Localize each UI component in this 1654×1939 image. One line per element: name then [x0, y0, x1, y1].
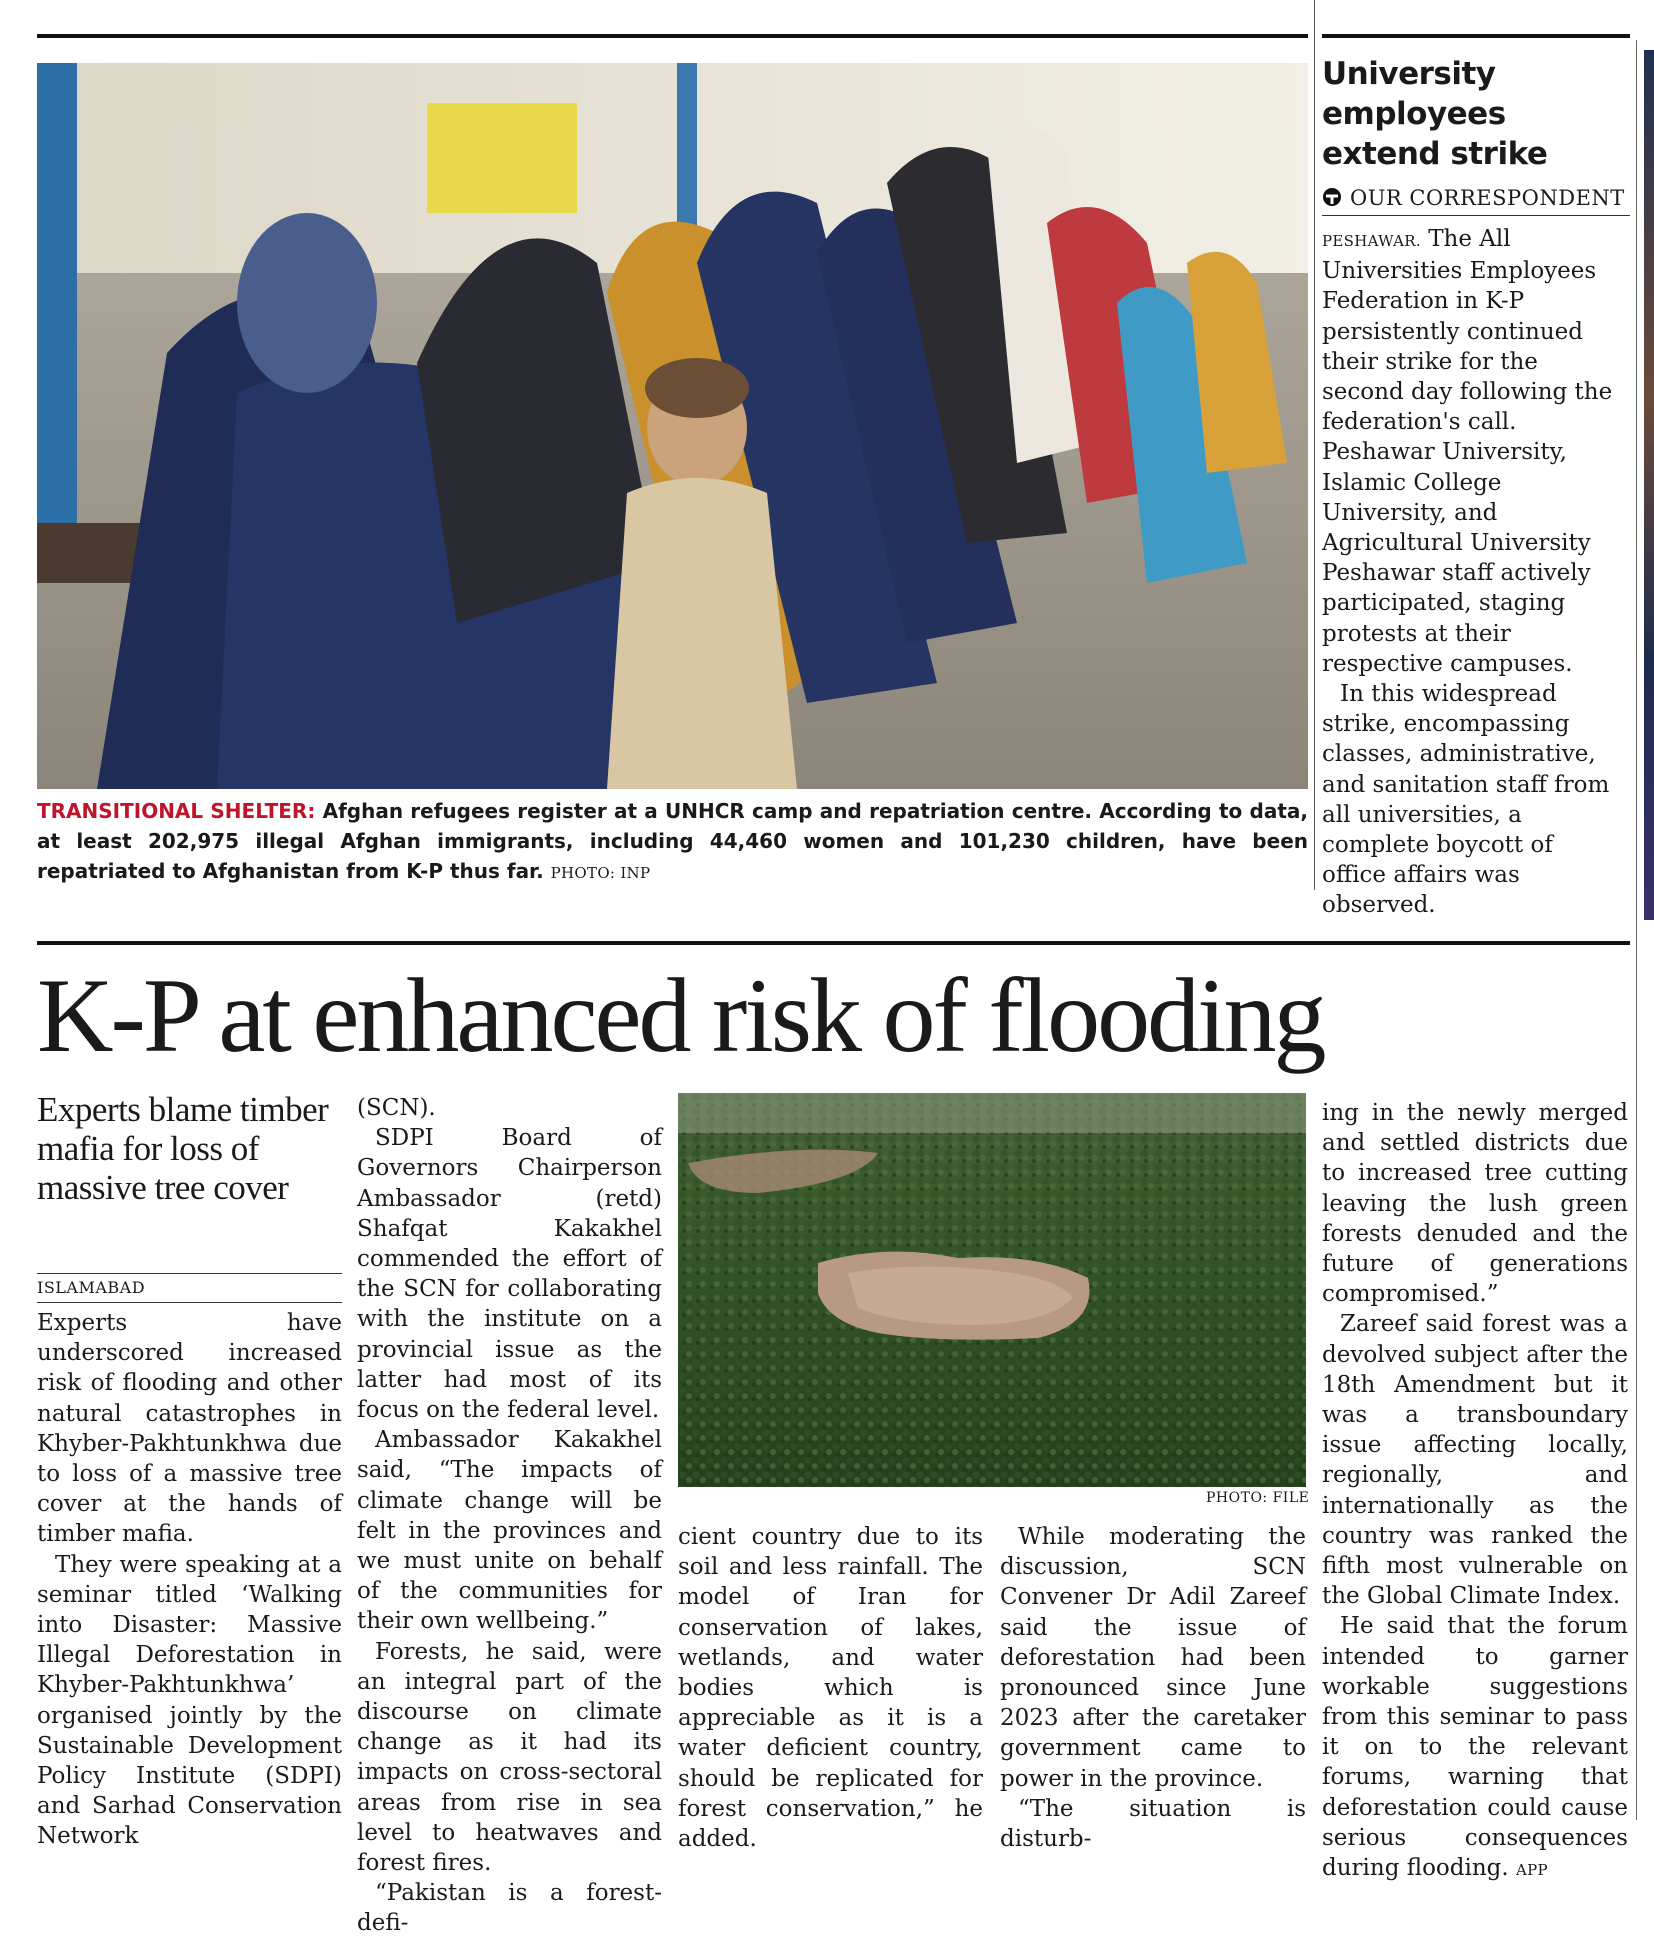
flood-end-credit: APP [1516, 1861, 1548, 1880]
refugee-photo-caption [37, 796, 1308, 888]
col5-paragraph-3 [1322, 1611, 1628, 1885]
forest-photo [678, 1093, 1306, 1487]
right-edge-rule [1636, 40, 1637, 1820]
flood-deck: Experts blame timber mafia for loss of massive tree cover [37, 1090, 329, 1207]
col1-paragraph-2: They were speaking at a seminar titled ‘Walking into Disaster: Massive Illegal Deforestation in Khyber-Pakhtunkhwa’ organised jointly by the Sustainable Development Policy Institute (SDPI) and Sarhad Conservation Network [37, 1551, 342, 1850]
flood-col-5 [1322, 1098, 1628, 1885]
flood-headline: K-P at enhanced risk of flooding [37, 957, 1324, 1074]
col4-paragraph-2: “The situation is disturb- [1000, 1795, 1306, 1853]
col1-paragraph-1: Experts have underscored increased risk of flooding and other natural catastrophes in Khyber-Pakhtunkhwa due to loss of a massive tree cover at the hands of timber mafia. [37, 1310, 342, 1548]
flood-col-2 [357, 1093, 662, 1939]
flood-top-rule [37, 941, 1630, 945]
flood-dateline: ISLAMABAD [37, 1278, 146, 1297]
caption-text: Afghan refugees register at a UNHCR camp and repatriation centre. According to data, at least 202,975 illegal Afghan immigrants, including 44,460 women and 101,230 children, have been repatriated to Afghanistan from K-P thus far. [37, 799, 1308, 883]
strike-paragraph-1 [1322, 224, 1617, 679]
col5-paragraph-3-text: He said that the forum intended to garner workable suggestions from this seminar to pass it on to the relevant forums, warning that deforestation could cause serious consequences during flooding. [1322, 1613, 1628, 1882]
col2-paragraph-5: “Pakistan is a forest-defi- [357, 1880, 662, 1937]
top-rule-left [37, 34, 1308, 38]
flood-col-4 [1000, 1522, 1306, 1854]
caption-label: TRANSITIONAL SHELTER: [37, 799, 316, 823]
adjacent-page-sliver [1644, 50, 1654, 920]
column-divider [1314, 0, 1315, 890]
dateline-rule-bottom [37, 1302, 342, 1303]
dateline-rule-top [37, 1273, 342, 1274]
strike-dateline: PESHAWAR. [1322, 232, 1421, 250]
correspondent-icon [1322, 187, 1342, 207]
strike-paragraph-2: In this widespread strike, encompassing classes, administrative, and sanitation staff from all universities, a complete boycott of office affairs was observed. [1322, 681, 1610, 919]
col5-paragraph-1: ing in the newly merged and settled districts due to increased tree cutting leaving the lush green forests denuded and the future of generations compromised.” [1322, 1100, 1628, 1308]
col2-paragraph-1: (SCN). [357, 1095, 436, 1121]
strike-byline-text: OUR CORRESPONDENT [1350, 186, 1625, 210]
strike-paragraph-1-text: The All Universities Employees Federation in K-P persistently continued their strike for the second day following the federation's call. Peshawar University, Islamic College University, and Agricultural University Peshawar staff actively participated, staging protests at their respective campuses. [1322, 226, 1613, 677]
forest-photo-credit: PHOTO: FILE [1206, 1490, 1310, 1506]
col3-paragraph-1: cient country due to its soil and less rainfall. The model of Iran for conservation of lakes, wetlands, and water bodies which is appreciable as it is a water deficient country, should be replicated for forest conservation,” he added. [678, 1524, 983, 1853]
strike-byline [1322, 186, 1632, 210]
caption-credit: PHOTO: INP [550, 864, 651, 882]
col2-paragraph-4: Forests, he said, were an integral part of the discourse on climate change as it had its impacts on cross-sectoral areas from rise in sea level to heatwaves and forest fires. [357, 1638, 662, 1877]
refugee-photo [37, 63, 1308, 789]
flood-col-3 [678, 1522, 983, 1854]
col5-paragraph-2: Zareef said forest was a devolved subject after the 18th Amendment but it was a transboundary issue affecting locally, regionally, and internationally as the country was ranked the fifth most vulnerable on the Global Climate Index. [1322, 1311, 1628, 1610]
top-rule-right [1322, 34, 1630, 38]
strike-body [1322, 224, 1617, 921]
col4-paragraph-1: While moderating the discussion, SCN Convener Dr Adil Zareef said the issue of deforestation had been pronounced since June 2023 after the caretaker government came to power in the province. [1000, 1524, 1306, 1792]
byline-rule [1322, 215, 1630, 216]
col2-paragraph-2: SDPI Board of Governors Chairperson Ambassador (retd) Shafqat Kakakhel commended the effort of the SCN for collaborating with the institute on a provincial issue as the latter had most of its focus on the federal level. [357, 1125, 662, 1424]
col2-paragraph-3: Ambassador Kakakhel said, “The impacts of climate change will be felt in the provinces and we must unite on behalf of the communities for their own wellbeing.” [357, 1427, 662, 1635]
flood-col-1 [37, 1308, 342, 1852]
strike-headline: University employees extend strike [1322, 56, 1548, 172]
